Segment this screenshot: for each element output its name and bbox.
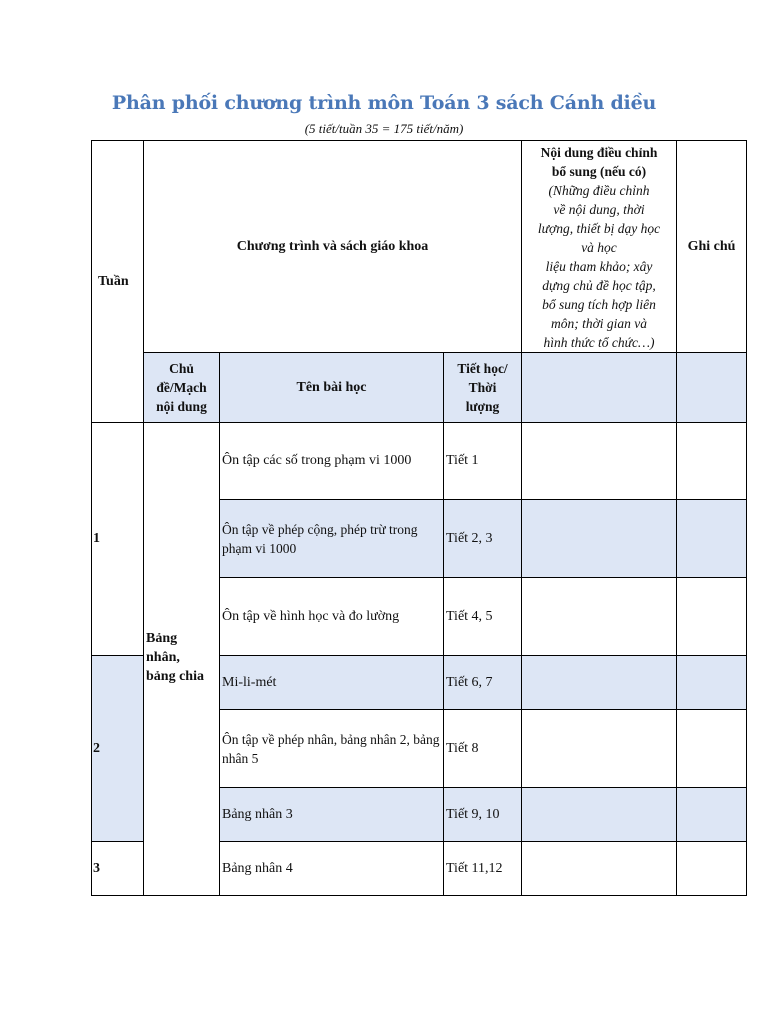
header-noi-dung-empty	[522, 353, 677, 423]
lesson-remark	[677, 842, 747, 896]
lesson-name: Ôn tập về phép cộng, phép trừ trong phạm vi 1000	[220, 500, 444, 578]
lesson-remark	[677, 788, 747, 842]
lesson-note	[522, 578, 677, 656]
noi-dung-note-line2: về nội dung, thời	[553, 202, 645, 217]
header-ghi-chu-empty	[677, 353, 747, 423]
header-tiet-hoc: Tiết học/ Thời lượng	[444, 353, 522, 423]
header-ghi-chu: Ghi chú	[677, 141, 747, 353]
week-cell: 3	[92, 842, 144, 896]
noi-dung-note-line5: liệu tham khảo; xây	[545, 259, 653, 274]
lesson-note	[522, 710, 677, 788]
header-tuan: Tuần	[92, 141, 144, 423]
noi-dung-title-line1: Nội dung điều chỉnh	[540, 145, 658, 160]
noi-dung-title-line2: bổ sung (nếu có)	[551, 164, 647, 179]
lesson-note	[522, 842, 677, 896]
lesson-remark	[677, 578, 747, 656]
lesson-remark	[677, 500, 747, 578]
header-ten-bai-hoc: Tên bài học	[220, 353, 444, 423]
noi-dung-note-line3: lượng, thiết bị dạy học	[537, 221, 661, 236]
noi-dung-note-line1: (Những điều chỉnh	[548, 183, 650, 198]
header-noi-dung	[522, 141, 677, 353]
week-cell: 1	[92, 423, 144, 656]
lesson-period: Tiết 9, 10	[444, 788, 522, 842]
lesson-period: Tiết 2, 3	[444, 500, 522, 578]
lesson-period: Tiết 11,12	[444, 842, 522, 896]
lesson-period: Tiết 1	[444, 423, 522, 500]
lesson-name: Bảng nhân 4	[220, 842, 444, 896]
noi-dung-note-line6: dựng chủ đề học tập,	[542, 278, 656, 293]
lesson-note	[522, 423, 677, 500]
lesson-period: Tiết 6, 7	[444, 656, 522, 710]
lesson-name: Ôn tập về phép nhân, bảng nhân 2, bảng nhân 5	[220, 710, 444, 788]
lesson-name: Mi-li-mét	[220, 656, 444, 710]
noi-dung-note-line4: và học	[581, 240, 617, 255]
lesson-remark	[677, 656, 747, 710]
header-chu-de: Chủ đề/Mạch nội dung	[144, 353, 220, 423]
lesson-name: Ôn tập các số trong phạm vi 1000	[220, 423, 444, 500]
document-title: Phân phối chương trình môn Toán 3 sách Cánh diều	[111, 92, 657, 114]
lesson-note	[522, 656, 677, 710]
lesson-name: Bảng nhân 3	[220, 788, 444, 842]
lesson-period: Tiết 8	[444, 710, 522, 788]
noi-dung-note-line9: hình thức tổ chức…)	[543, 335, 655, 350]
lesson-remark	[677, 423, 747, 500]
document-subtitle: (5 tiết/tuần 35 = 175 tiết/năm)	[304, 121, 464, 136]
lesson-remark	[677, 710, 747, 788]
lesson-period: Tiết 4, 5	[444, 578, 522, 656]
noi-dung-note-line7: bổ sung tích hợp liên	[542, 297, 656, 312]
lesson-note	[522, 500, 677, 578]
noi-dung-note-line8: môn; thời gian và	[550, 316, 648, 331]
curriculum-table	[91, 140, 747, 896]
week-cell: 2	[92, 656, 144, 842]
lesson-name: Ôn tập về hình học và đo lường	[220, 578, 444, 656]
lesson-note	[522, 788, 677, 842]
header-chuong-trinh: Chương trình và sách giáo khoa	[144, 141, 522, 353]
topic-cell: Bảng nhân, bảng chia	[144, 423, 220, 896]
